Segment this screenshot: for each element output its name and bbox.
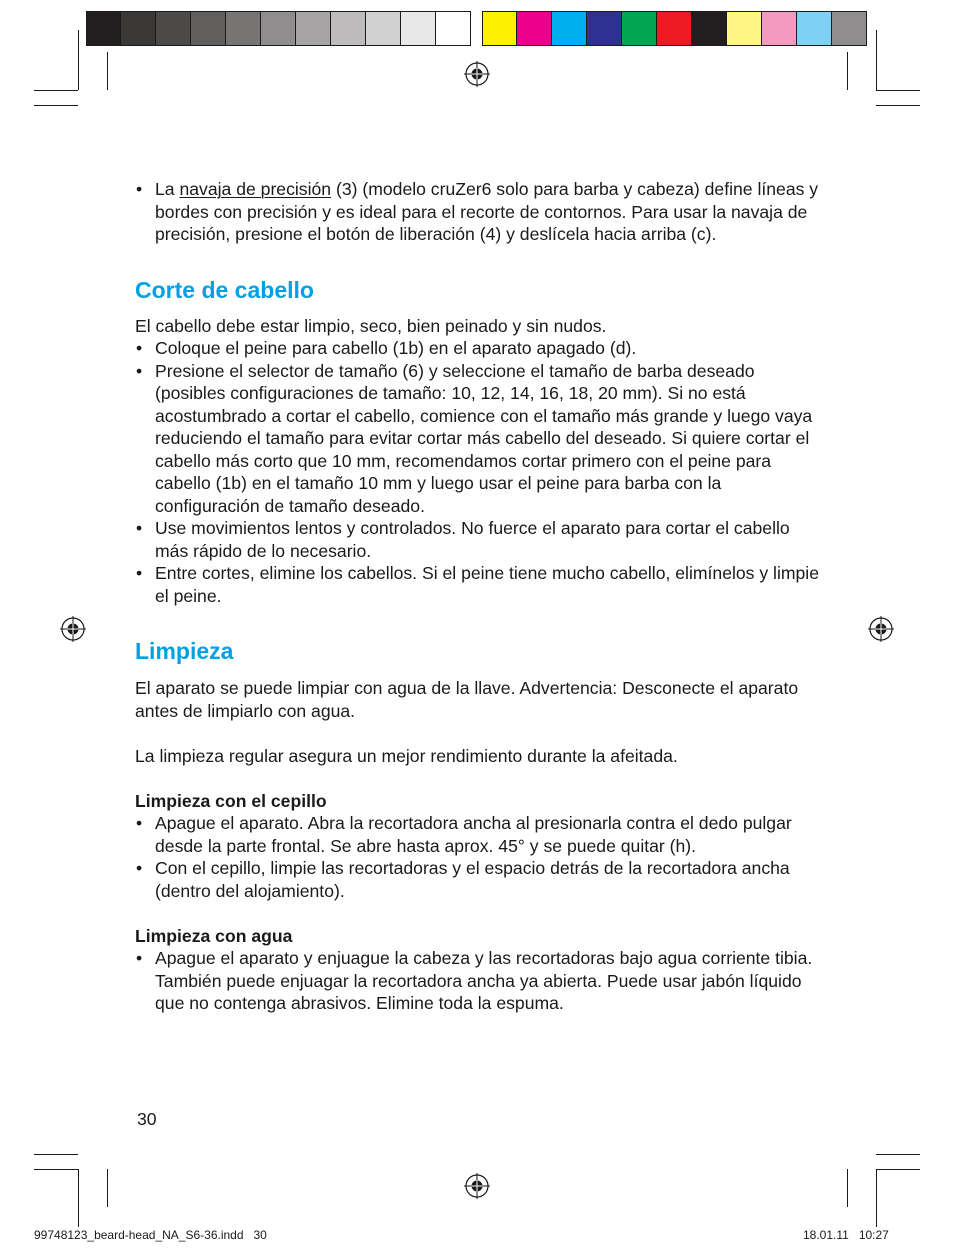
crop-mark (78, 30, 79, 90)
list-item: • Apague el aparato. Abra la recortadora ancha al presionarla contra el dedo pulgar desde la parte frontal. Se abre hasta aprox. 45° y se puede quitar (h). (135, 812, 825, 857)
section-heading-haircut: Corte de cabello (135, 276, 314, 303)
section-heading-cleaning: Limpieza (135, 638, 234, 664)
page-number: 30 (137, 1109, 157, 1129)
color-swatch (797, 11, 832, 46)
color-swatch (261, 11, 296, 46)
color-swatch (331, 11, 366, 46)
grayscale-color-bar (86, 11, 471, 46)
crop-mark (876, 1169, 877, 1227)
color-swatch (517, 11, 552, 46)
crop-mark (107, 52, 108, 90)
crop-mark (847, 52, 848, 90)
precision-trimmer-term: navaja de precisión (179, 179, 332, 199)
color-swatch (436, 11, 471, 46)
slug-date-time: 18.01.11 10:27 (803, 1228, 889, 1242)
process-color-bar (482, 11, 867, 46)
color-swatch (552, 11, 587, 46)
list-item: • Entre cortes, elimine los cabellos. Si el peine tiene mucho cabello, elimínelos y limpie el peine. (135, 562, 825, 607)
intro-bullet-list (135, 178, 825, 246)
color-swatch (692, 11, 727, 46)
registration-mark-icon (464, 1173, 490, 1199)
crop-mark (34, 1154, 78, 1155)
haircut-bullet-list (135, 337, 825, 607)
color-swatch (832, 11, 867, 46)
brush-cleaning-bullet-list (135, 812, 825, 902)
list-item: • Coloque el peine para cabello (1b) en el aparato apagado (d). (135, 337, 825, 360)
registration-mark-icon (60, 616, 86, 642)
color-swatch (86, 11, 121, 46)
color-swatch (762, 11, 797, 46)
list-item: • Con el cepillo, limpie las recortadoras y el espacio detrás de la recortadora ancha (dentro del alojamiento). (135, 857, 825, 902)
color-swatch (226, 11, 261, 46)
crop-mark (876, 105, 920, 106)
page-content (135, 178, 825, 1015)
crop-mark (34, 90, 78, 91)
list-item: • Presione el selector de tamaño (6) y seleccione el tamaño de barba deseado (posibles configuraciones de tamaño: 10, 12, 14, 16, 18, 20 mm). Si no está acostumbrado a cortar el cabello, comience con el tamaño más grande y luego vaya reduciendo el tamaño para evitar cortar más cabello del deseado. Si quiere cortar el cabello más corto que 10 mm, recomendamos cortar primero con el peine para cabello (1b) en el tamaño 10 mm y luego usar el peine para barba con la configuración de tamaño deseado. (135, 360, 825, 518)
color-swatch (121, 11, 156, 46)
registration-mark-icon (464, 61, 490, 87)
color-swatch (482, 11, 517, 46)
color-swatch (296, 11, 331, 46)
color-swatch (366, 11, 401, 46)
color-swatch (727, 11, 762, 46)
cleaning-paragraph: La limpieza regular asegura un mejor rendimiento durante la afeitada. (135, 745, 678, 766)
crop-mark (78, 1169, 79, 1227)
list-item: • La navaja de precisión (3) (modelo cruZer6 solo para barba y cabeza) define líneas y bordes con precisión y es ideal para el recorte de contornos. Para usar la navaja de precisión, presione el botón de liberación (4) y deslícela hacia arriba (c). (135, 178, 825, 246)
list-item: • Apague el aparato y enjuague la cabeza y las recortadoras bajo agua corriente tibia. También puede enjuagar la recortadora ancha ya abierta. Puede usar jabón líquido que no contenga abrasivos. Elimine toda la espuma. (135, 947, 825, 1015)
list-item: • Use movimientos lentos y controlados. No fuerce el aparato para cortar el cabello más rápido de lo necesario. (135, 517, 825, 562)
color-swatch (191, 11, 226, 46)
haircut-intro: El cabello debe estar limpio, seco, bien peinado y sin nudos. (135, 315, 607, 336)
crop-mark (107, 1169, 108, 1207)
subheading-water-cleaning: Limpieza con agua (135, 925, 293, 946)
crop-mark (876, 1169, 920, 1170)
crop-mark (876, 1154, 920, 1155)
color-swatch (622, 11, 657, 46)
crop-mark (876, 90, 920, 91)
crop-mark (34, 1169, 78, 1170)
cleaning-paragraph: El aparato se puede limpiar con agua de la llave. Advertencia: Desconecte el aparato antes de limpiarlo con agua. (135, 678, 799, 721)
crop-mark (847, 1169, 848, 1207)
water-cleaning-bullet-list (135, 947, 825, 1015)
crop-mark (876, 30, 877, 90)
color-swatch (587, 11, 622, 46)
color-swatch (401, 11, 436, 46)
subheading-brush-cleaning: Limpieza con el cepillo (135, 790, 327, 811)
color-swatch (156, 11, 191, 46)
color-swatch (657, 11, 692, 46)
slug-file-info: 99748123_beard-head_NA_S6-36.indd 30 (34, 1228, 267, 1242)
registration-mark-icon (868, 616, 894, 642)
crop-mark (34, 105, 78, 106)
